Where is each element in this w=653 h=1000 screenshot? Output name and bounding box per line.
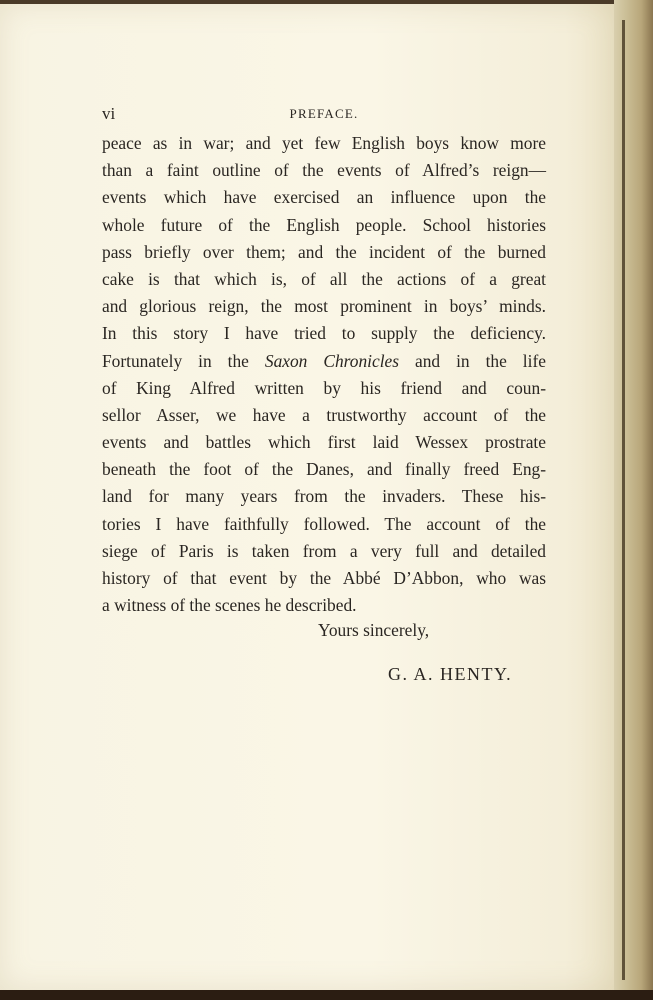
preface-body	[102, 130, 546, 619]
text-line: pass briefly over them; and the incident of the burned	[102, 241, 546, 262]
text-segment: Fortunately in the	[102, 350, 265, 371]
text-segment: and in the life	[399, 350, 546, 371]
text-line: land for many years from the invaders. These his-	[102, 486, 546, 507]
text-line: than a faint outline of the events of Alfred’s reign—	[102, 160, 546, 181]
text-line: cake is that which is, of all the actions of a great	[102, 268, 546, 289]
book-spine	[614, 0, 653, 1000]
spine-shadow-line	[622, 20, 625, 980]
text-line: of King Alfred written by his friend and coun-	[102, 377, 546, 398]
italic-title: Saxon Chronicles	[264, 350, 400, 371]
text-line: beneath the foot of the Danes, and finally freed Eng-	[102, 459, 546, 480]
text-line: and glorious reign, the most prominent in boys’ minds.	[102, 296, 546, 317]
text-line: In this story I have tried to supply the deficiency.	[102, 323, 546, 344]
page-header	[102, 104, 546, 124]
text-line: events and battles which first laid Wessex prostrate	[102, 432, 546, 453]
running-head: PREFACE.	[289, 106, 359, 121]
text-line: whole future of the English people. School histories	[102, 214, 546, 235]
text-line: peace as in war; and yet few English boys know more	[102, 133, 546, 153]
text-line: siege of Paris is taken from a very full and detailed	[102, 540, 546, 561]
text-line: tories I have faithfully followed. The account of the	[102, 513, 546, 534]
text-line: sellor Asser, we have a trustworthy account of the	[102, 404, 546, 425]
signature: G. A. HENTY.	[388, 664, 513, 684]
page-number: vi	[102, 104, 116, 123]
book-bottom-edge	[0, 990, 653, 1000]
text-line: history of that event by the Abbé D’Abbon, who was	[102, 568, 546, 588]
text-line-last: a witness of the scenes he described.	[102, 595, 357, 616]
salutation: Yours sincerely,	[318, 620, 430, 640]
text-line: events which have exercised an influence upon the	[102, 187, 546, 208]
text-line-with-italic	[102, 348, 546, 375]
